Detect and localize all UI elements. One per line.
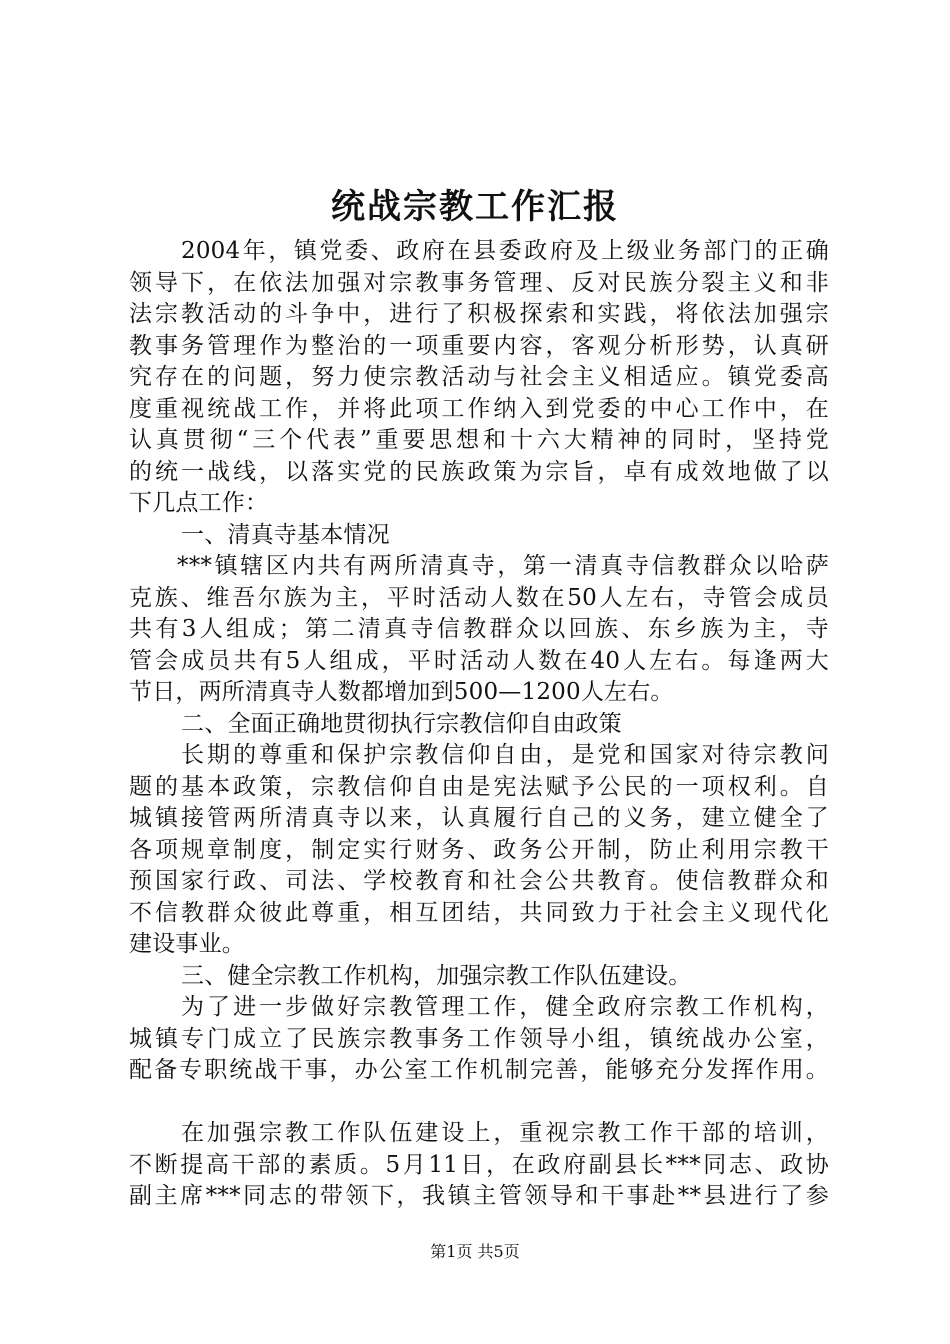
paragraph-line: 长期的尊重和保护宗教信仰自由，是党和国家对待宗教问 [181, 742, 829, 768]
paragraph-line: 法宗教活动的斗争中，进行了积极探索和实践，将依法加强宗 [129, 301, 829, 327]
paragraph-line: 共有3人组成；第二清真寺信教群众以回族、东乡族为主，寺 [129, 616, 829, 642]
paragraph-line: 节日，两所清真寺人数都增加到500—1200人左右。 [129, 679, 674, 705]
paragraph-line: 城镇专门成立了民族宗教事务工作领导小组，镇统战办公室， [129, 1025, 829, 1052]
paragraph-line: 不信教群众彼此尊重，相互团结，共同致力于社会主义现代化 [129, 899, 829, 926]
paragraph-line: 教事务管理作为整治的一项重要内容，客观分析形势，认真研 [129, 332, 829, 359]
paragraph-line: 城镇接管两所清真寺以来，认真履行自己的义务，建立健全了 [129, 805, 829, 831]
paragraph-line: 配备专职统战干事，办公室工作机制完善，能够充分发挥作用。 [129, 1057, 829, 1083]
paragraph-line: 各项规章制度，制定实行财务、政务公开制，防止利用宗教干 [129, 836, 829, 863]
paragraph-line: 建设事业。 [129, 931, 245, 957]
paragraph-line: 为了进一步做好宗教管理工作，健全政府宗教工作机构， [181, 994, 829, 1020]
paragraph-line: 预国家行政、司法、学校教育和社会公共教育。使信教群众和 [129, 868, 829, 894]
paragraph-line: 副主席***同志的带领下，我镇主管领导和干事赴**县进行了参 [129, 1183, 829, 1209]
paragraph-line: 的统一战线，以落实党的民族政策为宗旨，卓有成效地做了以 [129, 458, 829, 485]
paragraph-line: 领导下，在依法加强对宗教事务管理、反对民族分裂主义和非 [129, 269, 829, 296]
paragraph-line: 题的基本政策，宗教信仰自由是宪法赋予公民的一项权利。自 [129, 773, 829, 800]
section-heading: 一、清真寺基本情况 [181, 521, 390, 548]
section-heading: 三、健全宗教工作机构，加强宗教工作队伍建设。 [181, 962, 692, 989]
paragraph-line: ***镇辖区内共有两所清真寺，第一清真寺信教群众以哈萨 [177, 553, 829, 579]
page-footer: 第1页 共5页 [430, 1242, 520, 1261]
paragraph-line: 认真贯彻“三个代表”重要思想和十六大精神的同时，坚持党 [129, 427, 829, 453]
paragraph-line: 度重视统战工作，并将此项工作纳入到党委的中心工作中，在 [129, 395, 829, 422]
paragraph-line: 在加强宗教工作队伍建设上，重视宗教工作干部的培训， [181, 1120, 829, 1146]
paragraph-line: 不断提高干部的素质。5月11日，在政府副县长***同志、政协 [129, 1151, 829, 1178]
paragraph-line: 究存在的问题，努力使宗教活动与社会主义相适应。镇党委高 [129, 364, 829, 390]
document-body [129, 236, 829, 1213]
document-title: 统战宗教工作汇报 [331, 187, 619, 227]
paragraph-line: 2004年，镇党委、政府在县委政府及上级业务部门的正确 [181, 238, 829, 264]
paragraph-line: 下几点工作： [129, 490, 269, 516]
paragraph-line: 管会成员共有5人组成，平时活动人数在40人左右。每逢两大 [129, 647, 829, 674]
section-heading: 二、全面正确地贯彻执行宗教信仰自由政策 [181, 710, 622, 737]
blank-line [129, 1087, 829, 1119]
paragraph-line: 克族、维吾尔族为主，平时活动人数在50人左右，寺管会成员 [129, 584, 829, 611]
